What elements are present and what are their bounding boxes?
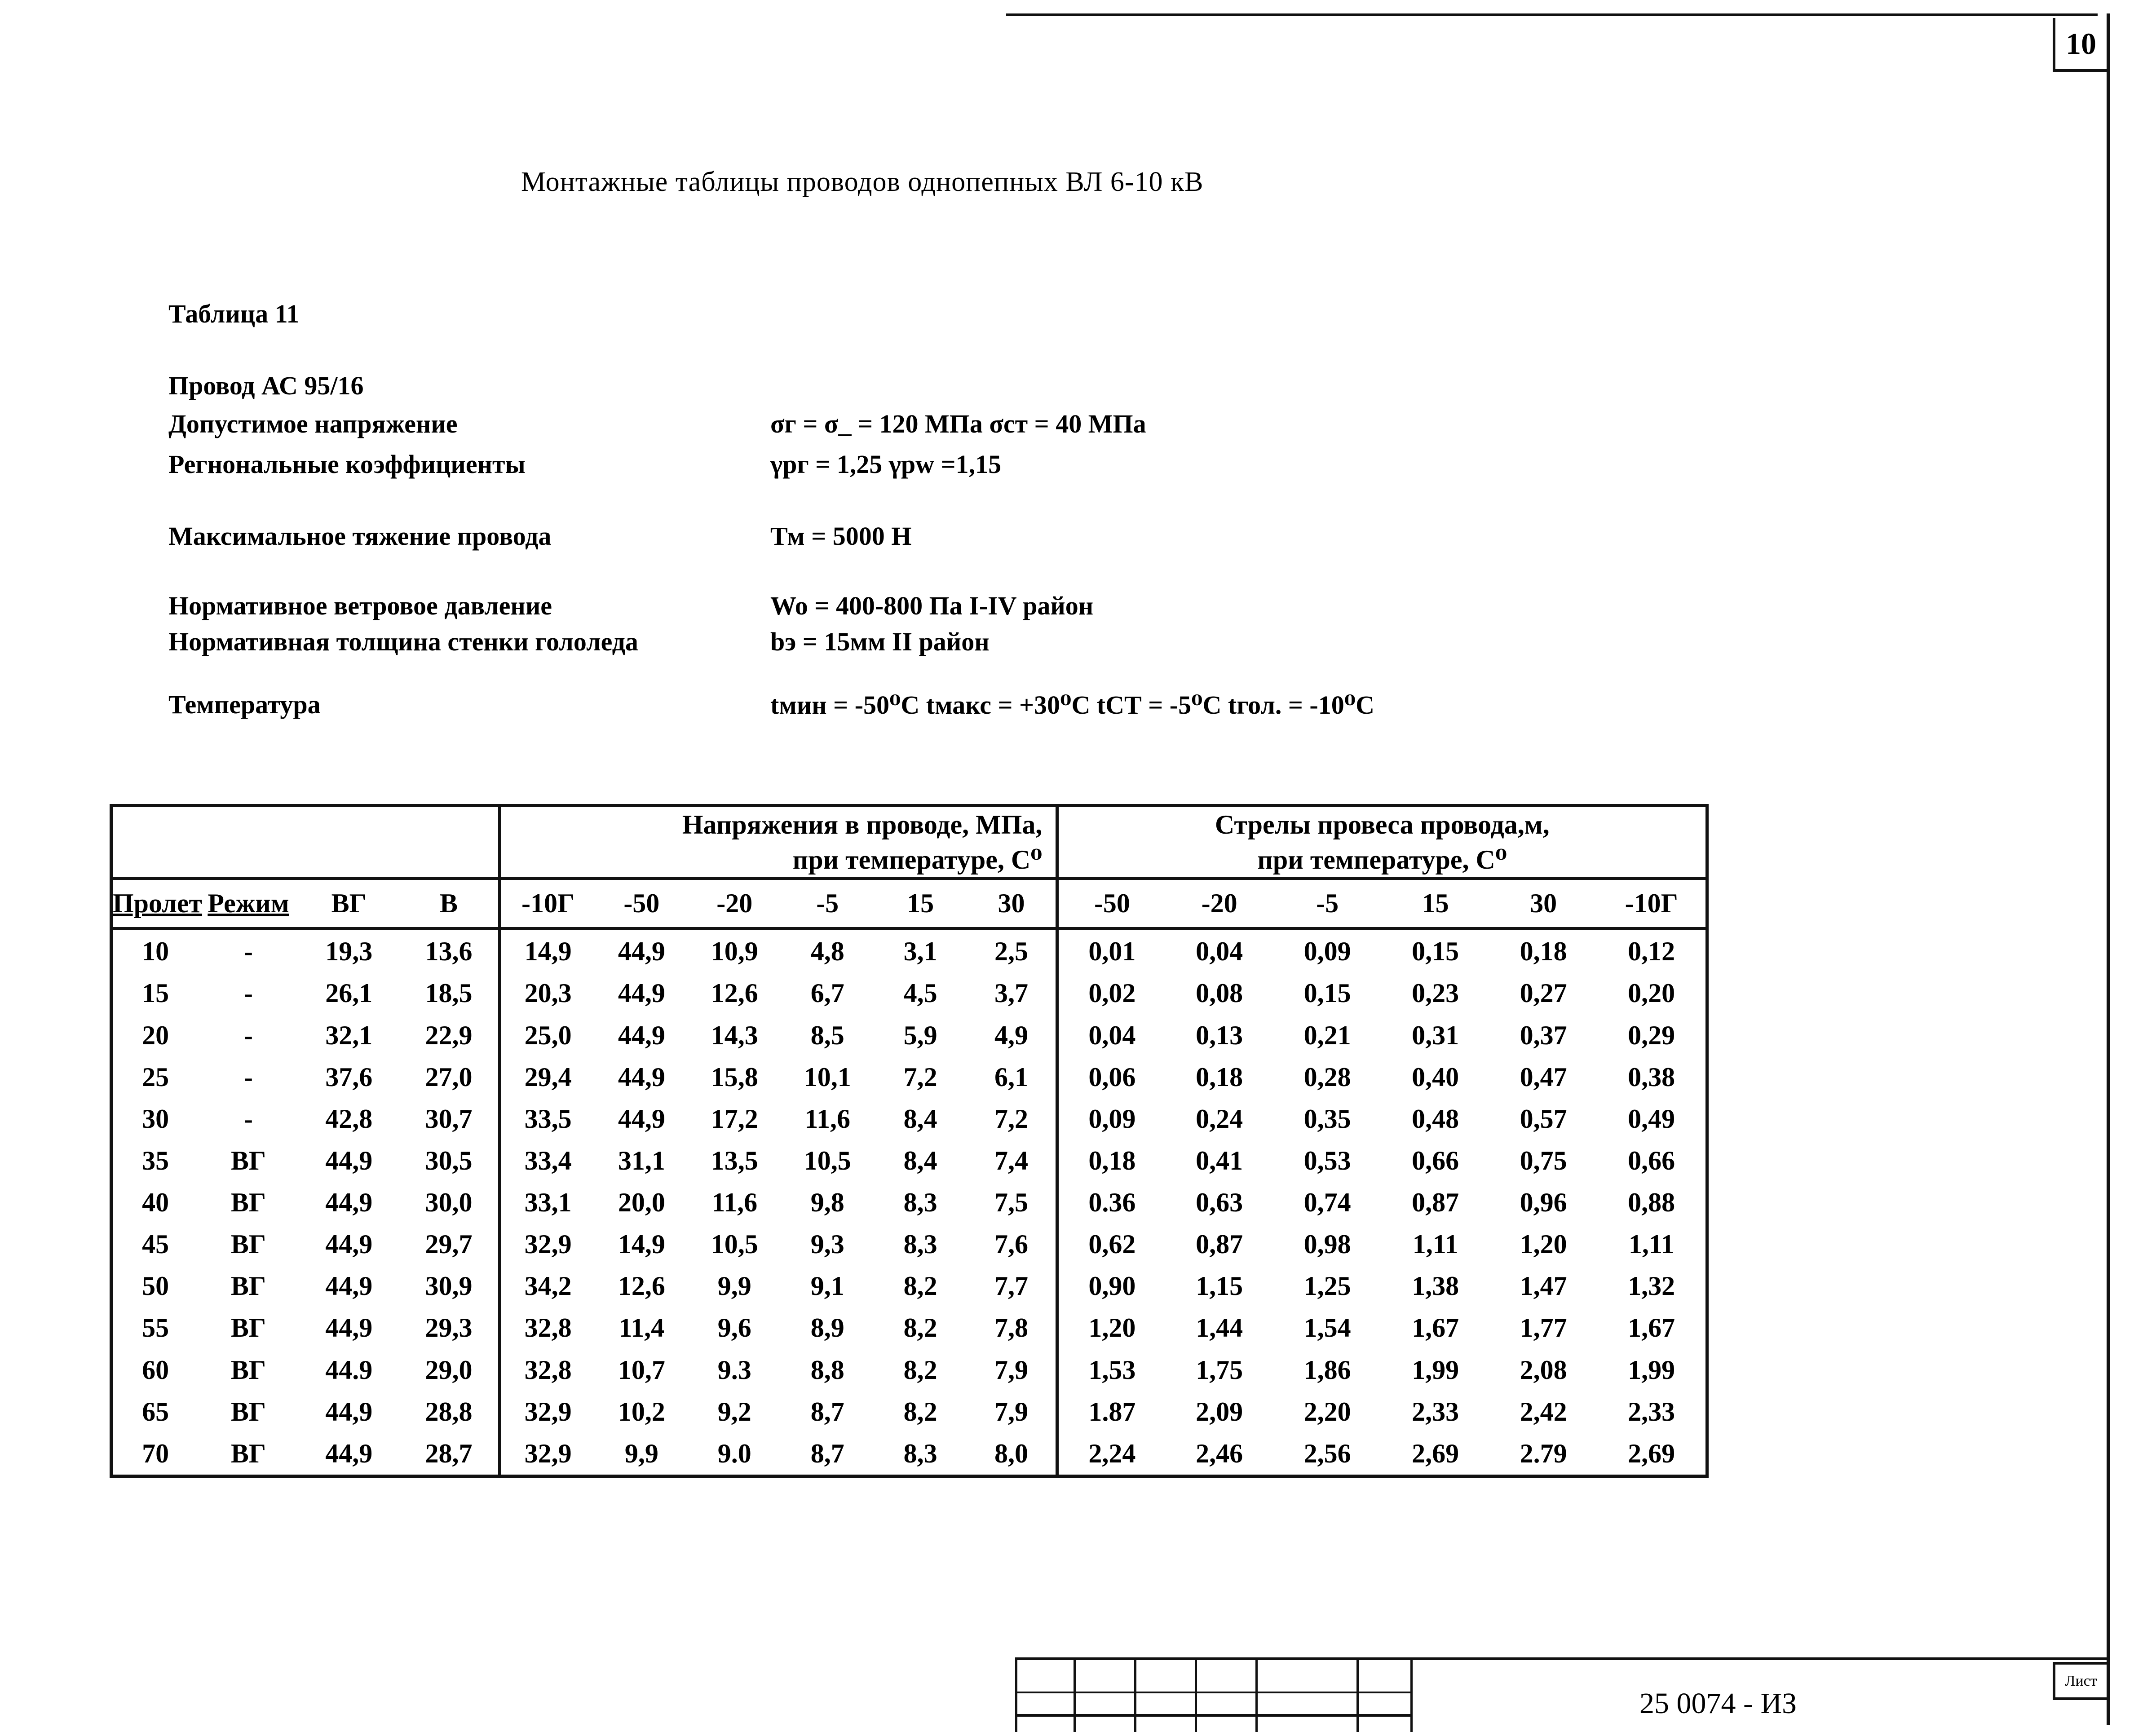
table-cell: 9,8 bbox=[810, 1188, 844, 1218]
table-cell: 35 bbox=[142, 1145, 169, 1175]
stress-group-header: Напряжения в проводе, МПа, при температуре, С⁰ bbox=[499, 807, 1057, 879]
table-row bbox=[113, 972, 1705, 1014]
document-title: Монтажные таблицы проводов однопепных ВЛ 6-10 кВ bbox=[521, 167, 1204, 197]
table-cell: 0,28 bbox=[1303, 1062, 1351, 1092]
table-cell: 29,3 bbox=[425, 1313, 473, 1343]
table-cell: 1.87 bbox=[1057, 1391, 1165, 1433]
table-cell: 14,3 bbox=[711, 1020, 758, 1050]
table-cell: 7,7 bbox=[994, 1271, 1029, 1301]
table-cell: 2,33 bbox=[1628, 1396, 1675, 1427]
table-cell: 8,2 bbox=[903, 1355, 937, 1385]
table-cell: 0,13 bbox=[1196, 1020, 1243, 1050]
table-cell: 0,01 bbox=[1057, 929, 1165, 973]
table-cell: 9,2 bbox=[717, 1396, 751, 1427]
table-row bbox=[113, 1056, 1705, 1098]
table-cell: 8,2 bbox=[903, 1396, 937, 1427]
table-row bbox=[113, 1265, 1705, 1307]
table-cell: 20,0 bbox=[618, 1188, 665, 1218]
table-cell: 8,7 bbox=[810, 1396, 844, 1427]
table-cell: 1,25 bbox=[1303, 1271, 1351, 1301]
table-cell: 15,8 bbox=[711, 1062, 758, 1092]
column-header: -50 bbox=[1057, 879, 1165, 929]
table-cell: 10,7 bbox=[618, 1355, 665, 1385]
table-row bbox=[113, 1140, 1705, 1182]
table-cell: 27,0 bbox=[425, 1062, 473, 1092]
table-cell: 44,9 bbox=[618, 1104, 665, 1134]
param-label: Допустимое напряжение bbox=[168, 409, 458, 438]
table-cell: 44,9 bbox=[325, 1313, 373, 1343]
table-cell: 28,7 bbox=[425, 1438, 473, 1468]
frame-top-line bbox=[1006, 13, 2098, 16]
table-cell: 44,9 bbox=[325, 1438, 373, 1468]
table-cell: 0,18 bbox=[1520, 936, 1567, 966]
table-cell: 40 bbox=[142, 1188, 169, 1218]
title-block-divider bbox=[1195, 1660, 1197, 1732]
table-cell: 32,8 bbox=[499, 1307, 595, 1349]
table-cell: 1,67 bbox=[1628, 1313, 1675, 1343]
column-header: ВГ bbox=[299, 879, 399, 929]
table-cell: 0,15 bbox=[1303, 978, 1351, 1008]
table-cell: 13,6 bbox=[425, 936, 473, 966]
table-cell: 7,9 bbox=[994, 1355, 1029, 1385]
table-cell: 0,57 bbox=[1520, 1104, 1567, 1134]
table-cell: 1,99 bbox=[1628, 1355, 1675, 1385]
table-cell: 7,9 bbox=[994, 1396, 1029, 1427]
param-value: Тм = 5000 Н bbox=[770, 521, 912, 551]
table-cell: 7,8 bbox=[994, 1313, 1029, 1343]
table-cell: 0,90 bbox=[1057, 1265, 1165, 1307]
table-cell: 44.9 bbox=[325, 1355, 373, 1385]
table-cell: 17,2 bbox=[711, 1104, 758, 1134]
sheet-label: Лист bbox=[2053, 1662, 2107, 1700]
table-cell: 3,7 bbox=[994, 978, 1029, 1008]
table-cell: 8,9 bbox=[810, 1313, 844, 1343]
table-cell: 0,18 bbox=[1196, 1062, 1243, 1092]
column-header: Пролет bbox=[113, 879, 198, 929]
table-cell: 65 bbox=[142, 1396, 169, 1427]
table-cell: 8,2 bbox=[903, 1313, 937, 1343]
param-value: γрг = 1,25 γрw =1,15 bbox=[770, 450, 1002, 479]
table-cell: 9,6 bbox=[717, 1313, 751, 1343]
param-value: bэ = 15мм II район bbox=[770, 627, 990, 656]
table-row bbox=[113, 1014, 1705, 1056]
table-cell: ВГ bbox=[230, 1355, 266, 1385]
table-cell: 0,31 bbox=[1412, 1020, 1459, 1050]
title-block-divider bbox=[1015, 1660, 1017, 1732]
table-cell: 30 bbox=[142, 1104, 169, 1134]
table-cell: ВГ bbox=[230, 1313, 266, 1343]
frame-right-line bbox=[2107, 13, 2110, 1725]
table-cell: 0,04 bbox=[1196, 936, 1243, 966]
param-label: Максимальное тяжение провода bbox=[168, 521, 552, 551]
table-cell: 33,4 bbox=[499, 1140, 595, 1182]
table-cell: 32,8 bbox=[499, 1349, 595, 1391]
column-header: 30 bbox=[967, 879, 1057, 929]
column-header: 15 bbox=[1381, 879, 1489, 929]
table-row bbox=[113, 1391, 1705, 1433]
table-cell: 0,04 bbox=[1057, 1014, 1165, 1056]
column-header: -10Г bbox=[1597, 879, 1705, 929]
table-cell: 9,9 bbox=[717, 1271, 751, 1301]
table-cell: 0,23 bbox=[1412, 978, 1459, 1008]
table-cell: 0,09 bbox=[1303, 936, 1351, 966]
table-cell: 0,48 bbox=[1412, 1104, 1459, 1134]
column-header: 30 bbox=[1489, 879, 1597, 929]
table-cell: 2,69 bbox=[1412, 1438, 1459, 1468]
table-cell: 20,3 bbox=[499, 972, 595, 1014]
column-header: В bbox=[399, 879, 500, 929]
table-cell: 7,6 bbox=[994, 1229, 1029, 1259]
title-block-divider bbox=[1255, 1660, 1258, 1732]
table-cell: 0,87 bbox=[1196, 1229, 1243, 1259]
table-cell: 0,47 bbox=[1520, 1062, 1567, 1092]
table-row bbox=[113, 1182, 1705, 1224]
table-row bbox=[113, 929, 1705, 973]
table-cell: 2,42 bbox=[1520, 1396, 1567, 1427]
document-number: 25 0074 - ИЗ bbox=[1639, 1687, 1797, 1720]
table-cell: 0,75 bbox=[1520, 1145, 1567, 1175]
table-cell: 30,5 bbox=[425, 1145, 473, 1175]
table-cell: 2,33 bbox=[1412, 1396, 1459, 1427]
table-cell: 29,7 bbox=[425, 1229, 473, 1259]
table-cell: 10,5 bbox=[804, 1145, 851, 1175]
table-cell: 8,4 bbox=[903, 1104, 937, 1134]
table-cell: 0,41 bbox=[1196, 1145, 1243, 1175]
table-cell: 20 bbox=[142, 1020, 169, 1050]
table-cell: 25,0 bbox=[499, 1014, 595, 1056]
table-cell: 28,8 bbox=[425, 1396, 473, 1427]
table-cell: 0,21 bbox=[1303, 1020, 1351, 1050]
table-cell: 60 bbox=[142, 1355, 169, 1385]
table-cell: 11,6 bbox=[804, 1104, 851, 1134]
page-number: 10 bbox=[2053, 18, 2107, 72]
table-cell: 1,54 bbox=[1303, 1313, 1351, 1343]
table-cell: 26,1 bbox=[325, 978, 373, 1008]
table-cell: 15 bbox=[142, 978, 169, 1008]
table-cell: 32,9 bbox=[499, 1433, 595, 1475]
table-cell: 30,0 bbox=[425, 1188, 473, 1218]
param-label: Нормативная толщина стенки гололеда bbox=[168, 627, 638, 656]
param-value: Wo = 400-800 Па I-IV район bbox=[770, 591, 1094, 620]
table-cell: 1,11 bbox=[1628, 1229, 1675, 1259]
title-block-divider bbox=[1134, 1660, 1136, 1732]
table-row bbox=[113, 1307, 1705, 1349]
table-cell: 2,08 bbox=[1520, 1355, 1567, 1385]
table-cell: 2,20 bbox=[1303, 1396, 1351, 1427]
param-label: Нормативное ветровое давление bbox=[168, 591, 552, 620]
table-cell: 3,1 bbox=[903, 936, 937, 966]
table-cell: 9.0 bbox=[717, 1438, 751, 1468]
table-cell: 0,96 bbox=[1520, 1188, 1567, 1218]
table-cell: 0,40 bbox=[1412, 1062, 1459, 1092]
param-value: σг = σ_ = 120 МПа σст = 40 МПа bbox=[770, 409, 1146, 438]
table-cell: 0,02 bbox=[1057, 972, 1165, 1014]
table-cell: 1,44 bbox=[1196, 1313, 1243, 1343]
mounting-table bbox=[110, 804, 1709, 1478]
table-cell: 45 bbox=[142, 1229, 169, 1259]
table-cell: 10,9 bbox=[711, 936, 758, 966]
table-cell: 32,9 bbox=[499, 1224, 595, 1265]
table-cell: 0.36 bbox=[1057, 1182, 1165, 1224]
table-cell: 44,9 bbox=[618, 978, 665, 1008]
table-cell: 8,2 bbox=[903, 1271, 937, 1301]
table-cell: 0,18 bbox=[1057, 1140, 1165, 1182]
table-cell: 0,49 bbox=[1628, 1104, 1675, 1134]
title-block-divider bbox=[1410, 1660, 1413, 1732]
table-cell: 11,6 bbox=[711, 1188, 758, 1218]
table-cell: 8,4 bbox=[903, 1145, 937, 1175]
table-cell: 1,86 bbox=[1303, 1355, 1351, 1385]
table-cell: 9,3 bbox=[810, 1229, 844, 1259]
table-cell: 8,7 bbox=[810, 1438, 844, 1468]
table-cell: 0,66 bbox=[1628, 1145, 1675, 1175]
table-cell: 1,11 bbox=[1412, 1229, 1458, 1259]
table-cell: 70 bbox=[142, 1438, 169, 1468]
table-cell: 2,09 bbox=[1196, 1396, 1243, 1427]
table-cell: 10,2 bbox=[618, 1396, 665, 1427]
table-cell: 2,69 bbox=[1628, 1438, 1675, 1468]
table-cell: 8,3 bbox=[903, 1229, 937, 1259]
table-cell: 0,37 bbox=[1520, 1020, 1567, 1050]
table-cell: - bbox=[244, 936, 253, 966]
table-cell: 2,56 bbox=[1303, 1438, 1351, 1468]
table-cell: 1,99 bbox=[1412, 1355, 1459, 1385]
table-cell: 8,5 bbox=[810, 1020, 844, 1050]
table-cell: 0,74 bbox=[1303, 1188, 1351, 1218]
table-cell: 44,9 bbox=[618, 936, 665, 966]
table-cell: 5,9 bbox=[903, 1020, 937, 1050]
param-value: tмин = -50⁰С tмакс = +30⁰С tСТ = -5⁰С tгол. = -10⁰С bbox=[770, 690, 1375, 720]
table-cell: 10,1 bbox=[804, 1062, 851, 1092]
table-cell: 44,9 bbox=[325, 1145, 373, 1175]
table-cell: 44,9 bbox=[618, 1062, 665, 1092]
table-cell: 1,47 bbox=[1520, 1271, 1567, 1301]
table-cell: 34,2 bbox=[499, 1265, 595, 1307]
table-cell: 0,27 bbox=[1520, 978, 1567, 1008]
table-cell: 42,8 bbox=[325, 1104, 373, 1134]
table-cell: 2.79 bbox=[1520, 1438, 1567, 1468]
table-cell: 1,75 bbox=[1196, 1355, 1243, 1385]
title-block-divider bbox=[1356, 1660, 1359, 1732]
table-cell: 37,6 bbox=[325, 1062, 373, 1092]
table-cell: 32,1 bbox=[325, 1020, 373, 1050]
title-block-grid bbox=[1015, 1657, 1410, 1732]
table-cell: 1,20 bbox=[1520, 1229, 1567, 1259]
column-header: -20 bbox=[1165, 879, 1273, 929]
table-cell: 10 bbox=[142, 936, 169, 966]
table-cell: 8,3 bbox=[903, 1438, 937, 1468]
table-cell: ВГ bbox=[230, 1229, 266, 1259]
table-cell: 1,53 bbox=[1057, 1349, 1165, 1391]
param-label: Регнональные коэффициенты bbox=[168, 450, 526, 479]
table-cell: 7,5 bbox=[994, 1188, 1029, 1218]
table-cell: 30,7 bbox=[425, 1104, 473, 1134]
table-cell: 1,15 bbox=[1196, 1271, 1243, 1301]
table-cell: 12,6 bbox=[711, 978, 758, 1008]
table-cell: 0,06 bbox=[1057, 1056, 1165, 1098]
table-cell: 0,38 bbox=[1628, 1062, 1675, 1092]
table-cell: 10,5 bbox=[711, 1229, 758, 1259]
column-header: -50 bbox=[595, 879, 688, 929]
table-cell: 2,5 bbox=[994, 936, 1029, 966]
table-cell: 7,2 bbox=[903, 1062, 937, 1092]
table-cell: 7,4 bbox=[994, 1145, 1029, 1175]
table-cell: 0,12 bbox=[1628, 936, 1675, 966]
param-label: Провод АС 95/16 bbox=[168, 371, 364, 400]
table-cell: 0,87 bbox=[1412, 1188, 1459, 1218]
table-cell: 44,9 bbox=[325, 1188, 373, 1218]
table-cell: 0,66 bbox=[1412, 1145, 1459, 1175]
table-cell: 18,5 bbox=[425, 978, 473, 1008]
table-cell: 9,9 bbox=[624, 1438, 658, 1468]
table-cell: 6,1 bbox=[994, 1062, 1029, 1092]
table-cell: 44,9 bbox=[325, 1396, 373, 1427]
table-cell: 6,7 bbox=[810, 978, 844, 1008]
table-cell: 29,4 bbox=[499, 1056, 595, 1098]
table-cell: 9,1 bbox=[810, 1271, 844, 1301]
table-row bbox=[113, 1349, 1705, 1391]
table-cell: ВГ bbox=[230, 1188, 266, 1218]
table-cell: 19,3 bbox=[325, 936, 373, 966]
table-cell: 4,8 bbox=[810, 936, 844, 966]
table-cell: 44,9 bbox=[618, 1020, 665, 1050]
table-cell: 8,0 bbox=[994, 1438, 1029, 1468]
table-cell: 0,88 bbox=[1628, 1188, 1675, 1218]
table-cell: 8,8 bbox=[810, 1355, 844, 1385]
table-cell: 1,38 bbox=[1412, 1271, 1459, 1301]
table-cell: 11,4 bbox=[619, 1313, 665, 1343]
column-header: -5 bbox=[781, 879, 874, 929]
table-cell: 44,9 bbox=[325, 1229, 373, 1259]
table-number: Таблица 11 bbox=[168, 299, 300, 328]
table-cell: 31,1 bbox=[618, 1145, 665, 1175]
table-row bbox=[113, 1433, 1705, 1475]
table-cell: 29,0 bbox=[425, 1355, 473, 1385]
column-header: -20 bbox=[688, 879, 781, 929]
column-header: -5 bbox=[1273, 879, 1381, 929]
table-cell: 22,9 bbox=[425, 1020, 473, 1050]
table-cell: 33,1 bbox=[499, 1182, 595, 1224]
table-cell: ВГ bbox=[230, 1438, 266, 1468]
table-cell: 0,24 bbox=[1196, 1104, 1243, 1134]
table-cell: 0,53 bbox=[1303, 1145, 1351, 1175]
table-cell: 0,29 bbox=[1628, 1020, 1675, 1050]
table-cell: 1,77 bbox=[1520, 1313, 1567, 1343]
table-cell: 13,5 bbox=[711, 1145, 758, 1175]
column-header: 15 bbox=[874, 879, 967, 929]
table-cell: 1,32 bbox=[1628, 1271, 1675, 1301]
table-cell: 7,2 bbox=[994, 1104, 1029, 1134]
table-cell: - bbox=[244, 1104, 253, 1134]
table-cell: 1,20 bbox=[1057, 1307, 1165, 1349]
table-cell: 12,6 bbox=[618, 1271, 665, 1301]
table-cell: 0,09 bbox=[1057, 1098, 1165, 1140]
table-cell: - bbox=[244, 978, 253, 1008]
table-cell: 14,9 bbox=[618, 1229, 665, 1259]
sag-group-header: Стрелы провеса провода,м, при температуре, С⁰ bbox=[1057, 807, 1705, 879]
table-cell: 44,9 bbox=[325, 1271, 373, 1301]
table-cell: 0,98 bbox=[1303, 1229, 1351, 1259]
table-cell: 25 bbox=[142, 1062, 169, 1092]
table-cell: 8,3 bbox=[903, 1188, 937, 1218]
table-cell: 32,9 bbox=[499, 1391, 595, 1433]
table-cell: 0,20 bbox=[1628, 978, 1675, 1008]
table-cell: ВГ bbox=[230, 1396, 266, 1427]
title-block-line bbox=[1410, 1657, 2107, 1660]
table-cell: 9.3 bbox=[717, 1355, 751, 1385]
table-cell: 2,46 bbox=[1196, 1438, 1243, 1468]
table-row bbox=[113, 1224, 1705, 1265]
table-cell: 0,63 bbox=[1196, 1188, 1243, 1218]
table-cell: 1,67 bbox=[1412, 1313, 1459, 1343]
table-cell: 50 bbox=[142, 1271, 169, 1301]
table-cell: 0,62 bbox=[1057, 1224, 1165, 1265]
column-header: Режим bbox=[198, 879, 299, 929]
table-cell: 14,9 bbox=[499, 929, 595, 973]
table-cell: 4,9 bbox=[994, 1020, 1029, 1050]
param-label: Температура bbox=[168, 690, 321, 719]
column-header: -10Г bbox=[499, 879, 595, 929]
table-cell: 30,9 bbox=[425, 1271, 473, 1301]
table-cell: 33,5 bbox=[499, 1098, 595, 1140]
table-cell: - bbox=[244, 1062, 253, 1092]
table-row bbox=[113, 1098, 1705, 1140]
title-block-divider bbox=[1074, 1660, 1076, 1732]
table-cell: 55 bbox=[142, 1313, 169, 1343]
table-cell: ВГ bbox=[230, 1145, 266, 1175]
table-cell: ВГ bbox=[230, 1271, 266, 1301]
table-cell: 0,15 bbox=[1412, 936, 1459, 966]
table-cell: - bbox=[244, 1020, 253, 1050]
table-cell: 4,5 bbox=[903, 978, 937, 1008]
table-cell: 0,35 bbox=[1303, 1104, 1351, 1134]
table-cell: 0,08 bbox=[1196, 978, 1243, 1008]
table-cell: 2,24 bbox=[1057, 1433, 1165, 1475]
